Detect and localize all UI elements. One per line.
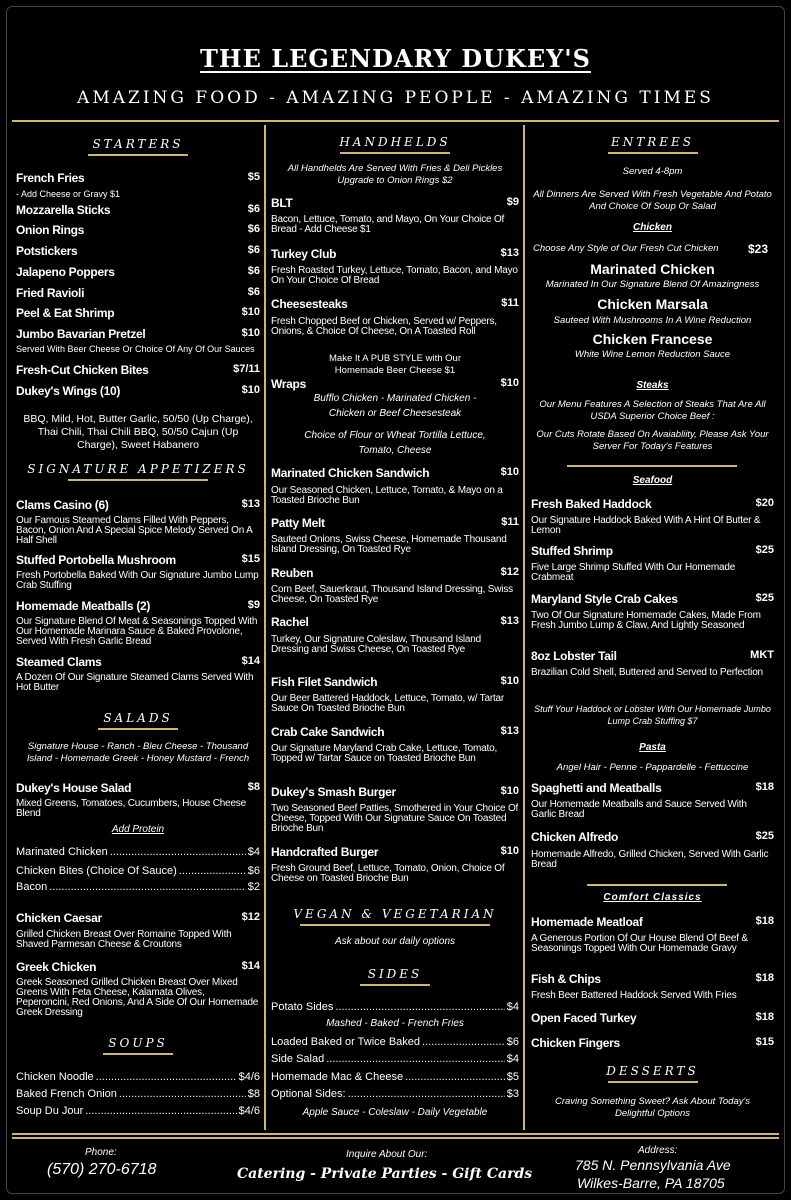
menu-item-desc: Fresh Portobella Baked With Our Signature Jumbo Lump Crab Stuffing (16, 570, 259, 591)
menu-item-name: Crab Cake Sandwich (271, 725, 385, 739)
menu-item-desc: Turkey, Our Signature Coleslaw, Thousand Island Dressing and Swiss Cheese, On Toasted Rye (271, 634, 481, 655)
side-line: Side Salad ..... $4 (271, 1053, 519, 1065)
column-divider-left (264, 125, 266, 1130)
menu-item-name: Chicken Francese (592, 331, 713, 347)
menu-item-price: $11 (501, 516, 519, 528)
protein-line: Marinated Chicken ..... $4 (16, 846, 260, 858)
menu-item-name: Fish & Chips (531, 972, 601, 986)
menu-item-name: Spaghetti and Meatballs (531, 781, 662, 795)
menu-item-price: $10 (500, 845, 519, 857)
menu-item-price: $10 (241, 306, 260, 318)
entrees-intro: All Dinners Are Served With Fresh Vegetable And Potato And Choice Of Soup Or Salad (533, 189, 772, 212)
menu-item-desc: Served With Beer Cheese Or Choice Of Any Of Our Sauces (16, 344, 255, 354)
menu-item-price: $12 (500, 566, 519, 578)
handhelds-intro: All Handhelds Are Served With Fries & Deli Pickles Upgrade to Onion Rings $2 (287, 163, 503, 186)
steaks-underline (567, 465, 737, 467)
menu-item-name: 8oz Lobster Tail (531, 649, 617, 663)
menu-item-price: $20 (755, 497, 774, 509)
address-label: Address: (638, 1145, 678, 1156)
stuffing-note: Stuff Your Haddock or Lobster With Our Homemade Jumbo Lump Crab Stuffing $7 (534, 704, 771, 726)
menu-item-name: Dukey's House Salad (16, 781, 132, 795)
menu-item-desc: White Wine Lemon Reduction Sauce (574, 349, 731, 360)
menu-item-name: Handcrafted Burger (271, 845, 379, 859)
menu-item-price: $10 (500, 377, 519, 389)
menu-item-desc: Our Signature Blend Of Meat & Seasonings Topped With Our Homemade Marinara Sauce & Baked Provolone, Served With Fresh Garlic Bread (16, 616, 258, 647)
menu-item-desc: Fresh Beer Battered Haddock Served With Fries (531, 990, 737, 1001)
menu-item-price: $13 (500, 247, 519, 259)
menu-item-name: Peel & Eat Shrimp (16, 306, 115, 320)
subheading-chicken: Chicken (633, 222, 672, 233)
menu-item-name: Clams Casino (6) (16, 498, 109, 512)
menu-item-price: $13 (500, 615, 519, 627)
menu-item-desc: Fresh Roasted Turkey, Lettuce, Tomato, Bacon, and Mayo On Your Choice Of Bread (271, 265, 518, 286)
menu-item-price: $18 (755, 781, 774, 793)
menu-item-name: Open Faced Turkey (531, 1011, 637, 1025)
menu-item-desc: Sauteed Onions, Swiss Cheese, Homemade Thousand Island Dressing, On Toasted Rye (271, 534, 507, 555)
menu-item-desc: Five Large Shrimp Stuffed With Our Homemade Crabmeat (531, 562, 736, 583)
menu-item-name: Fresh Baked Haddock (531, 497, 652, 511)
menu-item-name: Dukey's Wings (10) (16, 384, 121, 398)
footer-divider-top (12, 1133, 779, 1135)
section-heading-vegan: VEGAN & VEGETARIAN (267, 907, 523, 926)
menu-item-name: Cheesesteaks (271, 297, 348, 311)
pasta-underline (587, 884, 727, 886)
tagline: AMAZING FOOD - AMAZING PEOPLE - AMAZING TIMES (77, 88, 714, 108)
menu-item-price: $10 (500, 785, 519, 797)
menu-item-name: Chicken Caesar (16, 911, 102, 925)
phone-label: Phone: (85, 1147, 117, 1158)
pub-style-note: Make It A PUB STYLE with Our Homemade Beer Cheese $1 (329, 353, 461, 376)
menu-item-name: Turkey Club (271, 247, 337, 261)
menu-item-name: Stuffed Shrimp (531, 544, 613, 558)
wing-sauces: BBQ, Mild, Hot, Butter Garlic, 50/50 (Up Charge), Thai Chili, Thai Chili BBQ, 50/50 Cajun (Up Charge), Sweet Habanero (23, 413, 253, 451)
menu-item-desc: Grilled Chicken Breast Over Romaine Topped With Shaved Parmesan Cheese & Croutons (16, 929, 232, 950)
protein-line: Bacon ..... $2 (16, 881, 260, 893)
menu-item-name: Maryland Style Crab Cakes (531, 592, 678, 606)
address-street: 785 N. Pennsylvania Ave (575, 1157, 731, 1173)
menu-item-desc: Our Signature Haddock Baked With A Hint Of Butter & Lemon (531, 515, 761, 536)
menu-item-price: $15 (241, 553, 260, 565)
menu-item-price: $18 (755, 1011, 774, 1023)
menu-item-price: $11 (501, 297, 519, 309)
menu-item-name: Steamed Clams (16, 655, 102, 669)
menu-item-name: Greek Chicken (16, 960, 97, 974)
column-starters-salads-soups (12, 125, 264, 1130)
menu-item-desc: Our Homemade Meatballs and Sauce Served With Garlic Bread (531, 799, 747, 820)
potato-options: Mashed - Baked - French Fries (326, 1018, 464, 1029)
menu-item-price: $23 (747, 242, 768, 256)
dressing-options: Signature House - Ranch - Bleu Cheese - Thousand Island - Homemade Greek - Honey Mustard - French (26, 741, 250, 764)
menu-item-name: Patty Melt (271, 516, 325, 530)
menu-item-name: Chicken Marsala (597, 296, 708, 312)
add-protein-label: Add Protein (111, 824, 165, 835)
menu-item-desc: Brazilian Cold Shell, Buttered and Served to Perfection (531, 667, 763, 678)
menu-item-price: MKT (750, 649, 774, 661)
menu-item-desc: Our Signature Maryland Crab Cake, Lettuce, Tomato, Topped w/ Tartar Sauce on Toasted Brioche Bun (271, 743, 498, 764)
footer-divider-bottom (12, 1137, 779, 1139)
menu-item-name: Stuffed Portobella Mushroom (16, 553, 176, 567)
menu-item-desc: Corn Beef, Sauerkraut, Thousand Island Dressing, Swiss Cheese, On Toasted Rye (271, 584, 513, 605)
menu-item-price: $18 (755, 972, 774, 984)
soup-line: Soup Du Jour ..... $4/6 (16, 1105, 260, 1117)
menu-item-price: $25 (755, 830, 774, 842)
menu-item-price: $12 (241, 911, 260, 923)
protein-line: Chicken Bites (Choice Of Sauce) ..... $6 (16, 865, 260, 877)
section-heading-handhelds: HANDHELDS (267, 135, 523, 154)
section-heading-soups: SOUPS (12, 1036, 264, 1055)
section-heading-desserts: DESSERTS (527, 1064, 778, 1083)
menu-item-desc: Marinated In Our Signature Blend Of Amazingness (545, 279, 760, 290)
menu-item-desc: Two Of Our Signature Homemade Cakes, Made From Fresh Jumbo Lump & Claw, And Lightly Seasoned (531, 610, 761, 631)
inquire-services: Catering - Private Parties - Gift Cards (237, 1166, 533, 1182)
subheading-comfort-classics: Comfort Classics (603, 892, 702, 903)
menu-item-price: $10 (241, 327, 260, 339)
menu-item-desc: A Generous Portion Of Our House Blend Of Beef & Seasonings Topped With Our Homemade Gravy (531, 933, 748, 954)
menu-item-note: - Add Cheese or Gravy $1 (16, 189, 121, 199)
inquire-label: Inquire About Our: (346, 1149, 428, 1160)
column-handhelds-sides (267, 125, 523, 1130)
dessert-note: Craving Something Sweet? Ask About Today's Delightful Options (554, 1096, 751, 1119)
menu-item-price: $8 (247, 781, 260, 793)
menu-item-desc: Our Beer Battered Haddock, Lettuce, Tomato, w/ Tartar Sauce On Toasted Brioche Bun (271, 693, 505, 714)
menu-item-name: French Fries (16, 171, 85, 185)
menu-item-desc: Fresh Ground Beef, Lettuce, Tomato, Onion, Choice Of Cheese on Toasted Brioche Bun (271, 863, 505, 884)
menu-item-price: $10 (500, 675, 519, 687)
menu-item-name: Jalapeno Poppers (16, 265, 115, 279)
column-entrees-desserts (527, 125, 778, 1130)
menu-item-desc: Sauteed With Mushrooms In A Wine Reduction (553, 315, 752, 326)
subheading-steaks: Steaks (636, 380, 669, 391)
menu-item-name: BLT (271, 196, 293, 210)
menu-item-price: $13 (241, 498, 260, 510)
side-line: Optional Sides: ..... $3 (271, 1088, 519, 1100)
menu-item-name: Chicken Fingers (531, 1036, 620, 1050)
section-heading-sides: SIDES (267, 967, 523, 986)
subheading-pasta: Pasta (639, 742, 666, 753)
section-heading-salads: SALADS (12, 711, 264, 730)
menu-item-price: $25 (755, 592, 774, 604)
soup-line: Chicken Noodle ..... $4/6 (16, 1071, 260, 1083)
optional-side-list: Apple Sauce - Coleslaw - Daily Vegetable (302, 1107, 488, 1118)
phone-number[interactable]: (570) 270-6718 (47, 1161, 157, 1178)
menu-item-price: $6 (247, 223, 260, 235)
menu-item-desc: Our Famous Steamed Clams Filled With Peppers, Bacon, Onion And A Special Spice Melody Served On A Half Shell (16, 515, 253, 546)
soup-line: Baked French Onion ..... $8 (16, 1088, 260, 1100)
menu-item-price: $9 (506, 196, 519, 208)
menu-item-name: Chicken Alfredo (531, 830, 619, 844)
menu-item-price: $6 (247, 265, 260, 277)
menu-item-price: $6 (247, 203, 260, 215)
menu-item-name: Reuben (271, 566, 314, 580)
side-line: Homemade Mac & Cheese ..... $5 (271, 1071, 519, 1083)
menu-item-name: Marinated Chicken (590, 261, 715, 277)
menu-item-name: Rachel (271, 615, 309, 629)
menu-item-price: $18 (755, 915, 774, 927)
menu-item-desc: Our Seasoned Chicken, Lettuce, Tomato, & Mayo on a Toasted Brioche Bun (271, 485, 503, 506)
menu-item-name: Homemade Meatloaf (531, 915, 643, 929)
header-divider (12, 120, 779, 122)
menu-item-desc: Bacon, Lettuce, Tomato, and Mayo, On Your Choice Of Bread - Add Cheese $1 (271, 214, 505, 235)
menu-item-desc: Greek Seasoned Grilled Chicken Breast Over Mixed Greens With Feta Cheese, Kalamata Olives, Peperoncini, Red Onions, And A Side Of Our Homemade Greek Dressing (16, 977, 259, 1018)
menu-item-desc: Fresh Chopped Beef or Chicken, Served w/ Peppers, Onions, & Choice Of Cheese, On A Toasted Roll (271, 316, 497, 337)
menu-item-price: $25 (755, 544, 774, 556)
entrees-served: Served 4-8pm (622, 166, 683, 177)
menu-item-name: Potstickers (16, 244, 78, 258)
menu-item-price: $15 (755, 1036, 774, 1048)
menu-item-price: $6 (247, 286, 260, 298)
menu-item-name: Fish Filet Sandwich (271, 675, 378, 689)
section-heading-starters: STARTERS (12, 137, 264, 156)
chicken-choice: Choose Any Style of Our Fresh Cut Chicken (533, 243, 719, 254)
menu-item-name: Mozzarella Sticks (16, 203, 111, 217)
menu-item-price: $13 (500, 725, 519, 737)
menu-item-price: $7/11 (233, 363, 260, 375)
menu-item-price: $14 (241, 655, 260, 667)
section-heading-signature-appetizers: SIGNATURE APPETIZERS (12, 462, 264, 481)
menu-item-name: Jumbo Bavarian Pretzel (16, 327, 146, 341)
steaks-info: Our Menu Features A Selection of Steaks That Are All USDA Superior Choice Beef : (539, 399, 766, 422)
menu-item-price: $10 (500, 466, 519, 478)
side-line: Loaded Baked or Twice Baked ..... $6 (271, 1036, 519, 1048)
column-divider-right (523, 125, 525, 1130)
menu-item-desc: Mixed Greens, Tomatoes, Cucumbers, House Cheese Blend (16, 798, 246, 819)
menu-item-name: Fresh-Cut Chicken Bites (16, 363, 149, 377)
menu-item-desc: Homemade Alfredo, Grilled Chicken, Served With Garlic Bread (531, 849, 769, 870)
menu-item-price: $9 (247, 599, 260, 611)
menu-item-name: Homemade Meatballs (2) (16, 599, 151, 613)
menu-item-name: Dukey's Smash Burger (271, 785, 396, 799)
menu-item-price: $6 (247, 244, 260, 256)
wrap-options: Bufflo Chicken - Marinated Chicken - Chicken or Beef Cheesesteak (313, 393, 477, 419)
section-heading-entrees: ENTREES (527, 135, 778, 154)
address-city: Wilkes-Barre, PA 18705 (577, 1175, 725, 1191)
menu-item-name: Marinated Chicken Sandwich (271, 466, 430, 480)
wrap-tortilla: Choice of Flour or Wheat Tortilla Lettuce, Tomato, Cheese (304, 430, 486, 456)
menu-item-price: $10 (241, 384, 260, 396)
menu-item-name: Wraps (271, 377, 306, 391)
menu-item-price: $14 (241, 960, 260, 972)
restaurant-title: THE LEGENDARY DUKEY'S (200, 44, 591, 73)
menu-item-desc: Two Seasoned Beef Patties, Smothered in Your Choice Of Cheese, Topped With Our Signature Sauce On Toasted Brioche Bun (271, 803, 519, 834)
vegan-note: Ask about our daily options (334, 936, 456, 947)
menu-item-name: Onion Rings (16, 223, 85, 237)
menu-item-desc: A Dozen Of Our Signature Steamed Clams Served With Hot Butter (16, 672, 254, 693)
side-line: Potato Sides ..... $4 (271, 1001, 519, 1013)
menu-item-name: Fried Ravioli (16, 286, 85, 300)
subheading-seafood: Seafood (632, 475, 673, 486)
pasta-types: Angel Hair - Penne - Pappardelle - Fettuccine (556, 762, 749, 773)
menu-item-price: $5 (247, 171, 260, 183)
steaks-info: Our Cuts Rotate Based On Avaiabliity, Please Ask Your Server For Today's Features (536, 429, 769, 452)
